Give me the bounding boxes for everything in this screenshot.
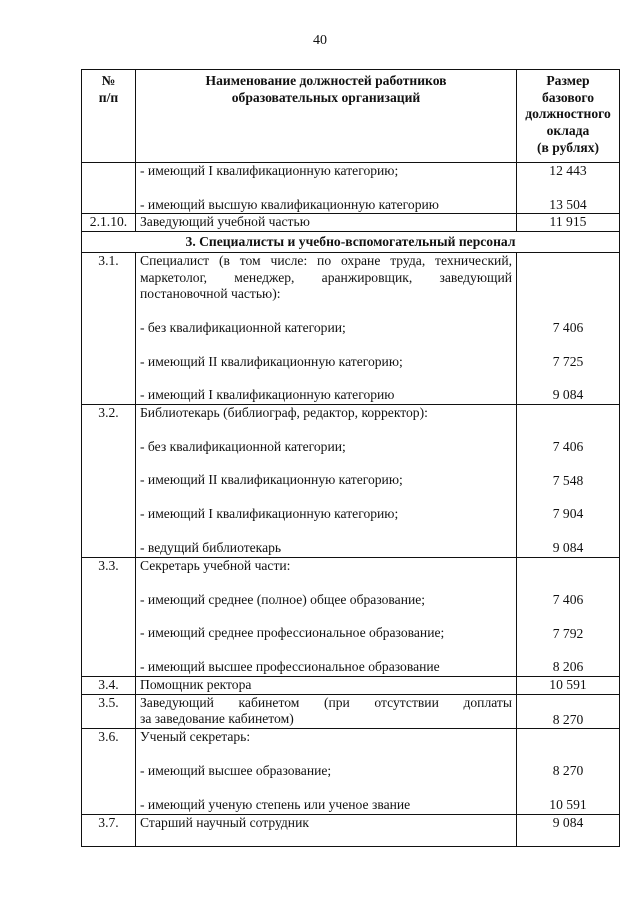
row-num: 3.5. <box>82 694 136 729</box>
table-row <box>82 694 620 729</box>
row-value: 8 270 <box>552 711 584 727</box>
table-row <box>82 163 620 214</box>
row-value: 8 206 <box>552 659 584 675</box>
row-num: 3.1. <box>82 252 136 404</box>
row-label: Заведующий учебной частью <box>136 214 517 232</box>
row-label: - имеющий I квалификационную категорию; <box>140 506 399 522</box>
header-salary: Размер базового должностного оклада (в рублях) <box>517 70 620 163</box>
row-value: 7 406 <box>552 439 584 455</box>
row-value: 7 406 <box>552 591 584 607</box>
table-row <box>82 676 620 694</box>
row-value: 7 406 <box>552 319 584 335</box>
salary-table <box>81 69 620 847</box>
row-value: 7 904 <box>552 506 584 522</box>
row-value: 10 591 <box>517 676 620 694</box>
row-title: Библиотекарь (библиограф, редактор, корректор): <box>140 405 428 421</box>
row-label: - без квалификационной категории; <box>140 319 346 335</box>
row-label: - имеющий II квалификационную категорию; <box>140 472 403 488</box>
header-num: № п/п <box>82 70 136 163</box>
row-label: - имеющий высшее профессиональное образование <box>140 658 440 674</box>
row-label: - имеющий среднее (полное) общее образование; <box>140 591 426 607</box>
row-label: - имеющий II квалификационную категорию; <box>140 353 403 369</box>
row-label: - имеющий среднее профессиональное образование; <box>140 625 445 641</box>
row-num: 3.4. <box>82 676 136 694</box>
table-row <box>82 405 620 558</box>
table-row <box>82 729 620 814</box>
header-name: Наименование должностей работников образовательных организаций <box>136 70 517 163</box>
row-label: за заведование кабинетом) <box>140 711 294 727</box>
row-label: Старший научный сотрудник <box>136 814 517 846</box>
row-value: 9 084 <box>552 540 584 556</box>
row-value: 9 084 <box>517 814 620 846</box>
table-row <box>82 214 620 232</box>
row-title: Ученый секретарь: <box>140 729 251 745</box>
row-num: 3.7. <box>82 814 136 846</box>
row-num: 3.3. <box>82 557 136 676</box>
row-label: - имеющий I квалификационную категорию; <box>140 163 399 178</box>
table-row <box>82 252 620 404</box>
row-num: 3.6. <box>82 729 136 814</box>
page-number: 40 <box>313 33 327 48</box>
row-label: Заведующий кабинетом (при отсутствии доплаты <box>140 694 512 710</box>
row-num: 2.1.10. <box>82 214 136 232</box>
row-label: - имеющий ученую степень или ученое звание <box>140 796 411 812</box>
row-label: Помощник ректора <box>136 676 517 694</box>
row-value: 8 270 <box>552 763 584 779</box>
row-label: - имеющий высшее образование; <box>140 763 332 779</box>
row-label: - без квалификационной категории; <box>140 438 346 454</box>
row-title: Специалист (в том числе: по охране труда, технический, <box>140 252 512 268</box>
row-value: 11 915 <box>517 214 620 232</box>
table-row <box>82 814 620 846</box>
row-value: 7 548 <box>552 472 584 488</box>
row-value: 10 591 <box>549 797 587 813</box>
section-heading: 3. Специалисты и учебно-вспомогательный персонал <box>82 232 620 253</box>
row-title: маркетолог, менеджер, аранжировщик, заведующий <box>140 269 512 285</box>
table-header-row <box>82 70 620 163</box>
row-value: 9 084 <box>552 387 584 403</box>
row-value: 7 725 <box>552 353 584 369</box>
row-title: Секретарь учебной части: <box>140 557 291 573</box>
section-heading-row <box>82 232 620 253</box>
row-label: - имеющий I квалификационную категорию <box>140 387 395 403</box>
row-value: 12 443 <box>549 163 587 178</box>
row-label: - имеющий высшую квалификационную категорию <box>140 196 439 212</box>
table-row <box>82 557 620 676</box>
row-title: постановочной частью): <box>140 286 281 302</box>
row-num: 3.2. <box>82 405 136 558</box>
row-value: 13 504 <box>549 196 587 212</box>
row-label: - ведущий библиотекарь <box>140 539 282 555</box>
row-value: 7 792 <box>552 625 584 641</box>
